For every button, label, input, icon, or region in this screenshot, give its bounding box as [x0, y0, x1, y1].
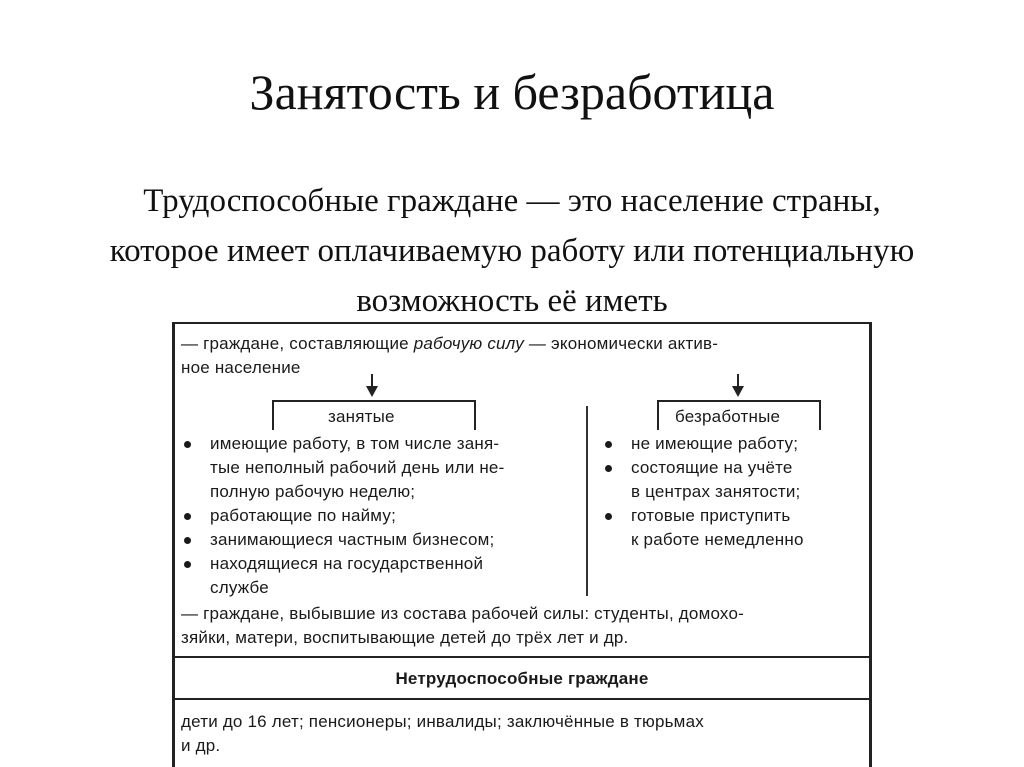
definition-line-1: Трудоспособные граждане — это население страны,	[143, 183, 881, 219]
employment-diagram	[172, 322, 872, 767]
labor-force-line-2: ное население	[181, 358, 301, 377]
definition-line-2: которое имеет оплачиваемую работу или потенциальную	[109, 233, 915, 269]
arrow-down-icon	[732, 386, 744, 397]
employed-line-1: имеющие работу, в том числе заня-	[210, 434, 500, 453]
unemployed-line-4: готовые приступить	[631, 506, 791, 525]
labor-force-suffix: — экономически актив-	[523, 334, 719, 353]
employed-line-2: тые неполный рабочий день или не-	[210, 458, 505, 477]
bullet-icon	[605, 513, 612, 520]
definition-line-3: возможность её иметь	[356, 283, 668, 319]
out-of-labor-line-2: зяйки, матери, воспитывающие детей до трёх лет и др.	[181, 628, 629, 647]
column-divider	[586, 406, 588, 596]
out-of-labor-line-1: — граждане, выбывшие из состава рабочей силы: студенты, домохо-	[181, 604, 744, 623]
definition-text	[0, 176, 1024, 326]
bullet-icon	[184, 513, 191, 520]
employed-label: занятые	[328, 407, 395, 426]
unemployed-label: безработные	[675, 407, 781, 426]
employed-line-6: находящиеся на государственной	[210, 554, 484, 573]
bullet-icon	[605, 441, 612, 448]
unemployed-line-2: состоящие на учёте	[631, 458, 793, 477]
labor-force-term: рабочую силу	[413, 334, 524, 353]
employed-line-3: полную рабочую неделю;	[210, 482, 416, 501]
arrow-down-icon	[366, 386, 378, 397]
section-divider	[175, 656, 869, 658]
unemployed-line-5: к работе немедленно	[631, 530, 804, 549]
employed-line-4: работающие по найму;	[210, 506, 397, 525]
noncapable-title: Нетрудоспособные граждане	[395, 669, 649, 688]
slide-title: Занятость и безработица	[249, 64, 775, 120]
employed-line-7: службе	[210, 578, 269, 597]
employed-line-5: занимающиеся частным бизнесом;	[210, 530, 495, 549]
noncapable-line-1: дети до 16 лет; пенсионеры; инвалиды; заключённые в тюрьмах	[181, 712, 704, 731]
labor-force-prefix: — граждане, составляющие	[181, 334, 414, 353]
bullet-icon	[184, 441, 191, 448]
section-divider	[175, 698, 869, 700]
bullet-icon	[184, 537, 191, 544]
labor-force-line-1	[181, 332, 718, 356]
bullet-icon	[184, 561, 191, 568]
unemployed-line-1: не имеющие работу;	[631, 434, 799, 453]
bullet-icon	[605, 465, 612, 472]
unemployed-line-3: в центрах занятости;	[631, 482, 801, 501]
noncapable-line-2: и др.	[181, 736, 221, 755]
